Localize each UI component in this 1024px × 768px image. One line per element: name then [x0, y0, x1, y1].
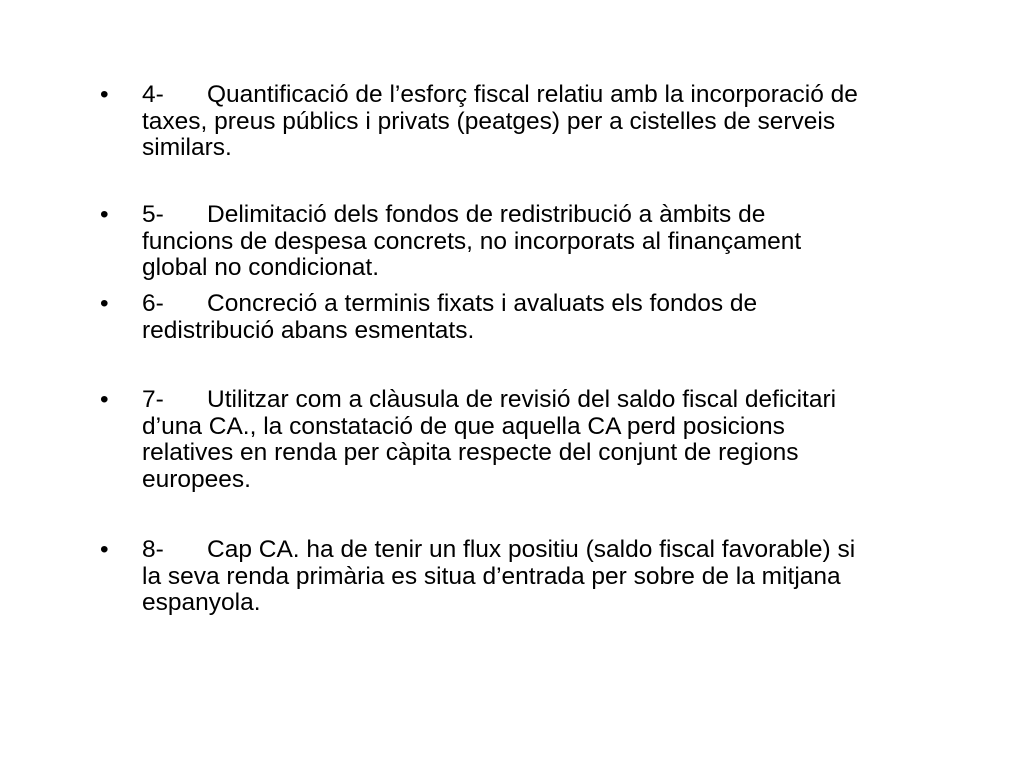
text-line: espanyola. [142, 589, 261, 616]
item-number: 8- [142, 536, 164, 563]
line-text: Concreció a terminis fixats i avaluats els fondos de [207, 290, 758, 317]
text-line [142, 387, 982, 414]
bullet-icon: • [100, 386, 109, 413]
text-line [142, 202, 982, 229]
list-item-text [142, 291, 982, 344]
bullet-icon: • [100, 536, 109, 563]
bullet-icon: • [100, 201, 109, 228]
item-number: 4- [142, 81, 164, 108]
list-item-text [142, 202, 982, 282]
bullet-icon: • [100, 290, 109, 317]
text-line: funcions de despesa concrets, no incorporats al finançament [142, 227, 802, 255]
list-item-text [142, 537, 982, 617]
text-line: relatives en renda per càpita respecte del conjunt de regions [142, 439, 799, 466]
text-line: d’una CA., la constatació de que aquella CA perd posicions [142, 412, 785, 440]
list-item-text [142, 387, 982, 493]
text-line: la seva renda primària es situa d’entrada per sobre de la mitjana [142, 562, 841, 590]
text-line [142, 82, 982, 109]
item-number: 6- [142, 290, 164, 317]
text-line: europees. [142, 465, 251, 493]
item-number: 5- [142, 201, 164, 228]
text-line [142, 537, 982, 564]
line-text: Utilitzar com a clàusula de revisió del saldo fiscal deficitari [207, 386, 837, 413]
text-line: taxes, preus públics i privats (peatges) per a cistelles de serveis [142, 107, 836, 135]
bullet-icon: • [100, 81, 109, 108]
text-line: similars. [142, 134, 232, 161]
line-text: Quantificació de l’esforç fiscal relatiu amb la incorporació de [207, 81, 858, 108]
text-line: redistribució abans esmentats. [142, 316, 475, 344]
line-text: Delimitació dels fondos de redistribució a àmbits de [207, 201, 766, 228]
line-text: Cap CA. ha de tenir un flux positiu (saldo fiscal favorable) si [207, 536, 856, 563]
text-line [142, 291, 982, 318]
list-item-text [142, 82, 982, 162]
item-number: 7- [142, 386, 164, 413]
text-line: global no condicionat. [142, 254, 380, 281]
